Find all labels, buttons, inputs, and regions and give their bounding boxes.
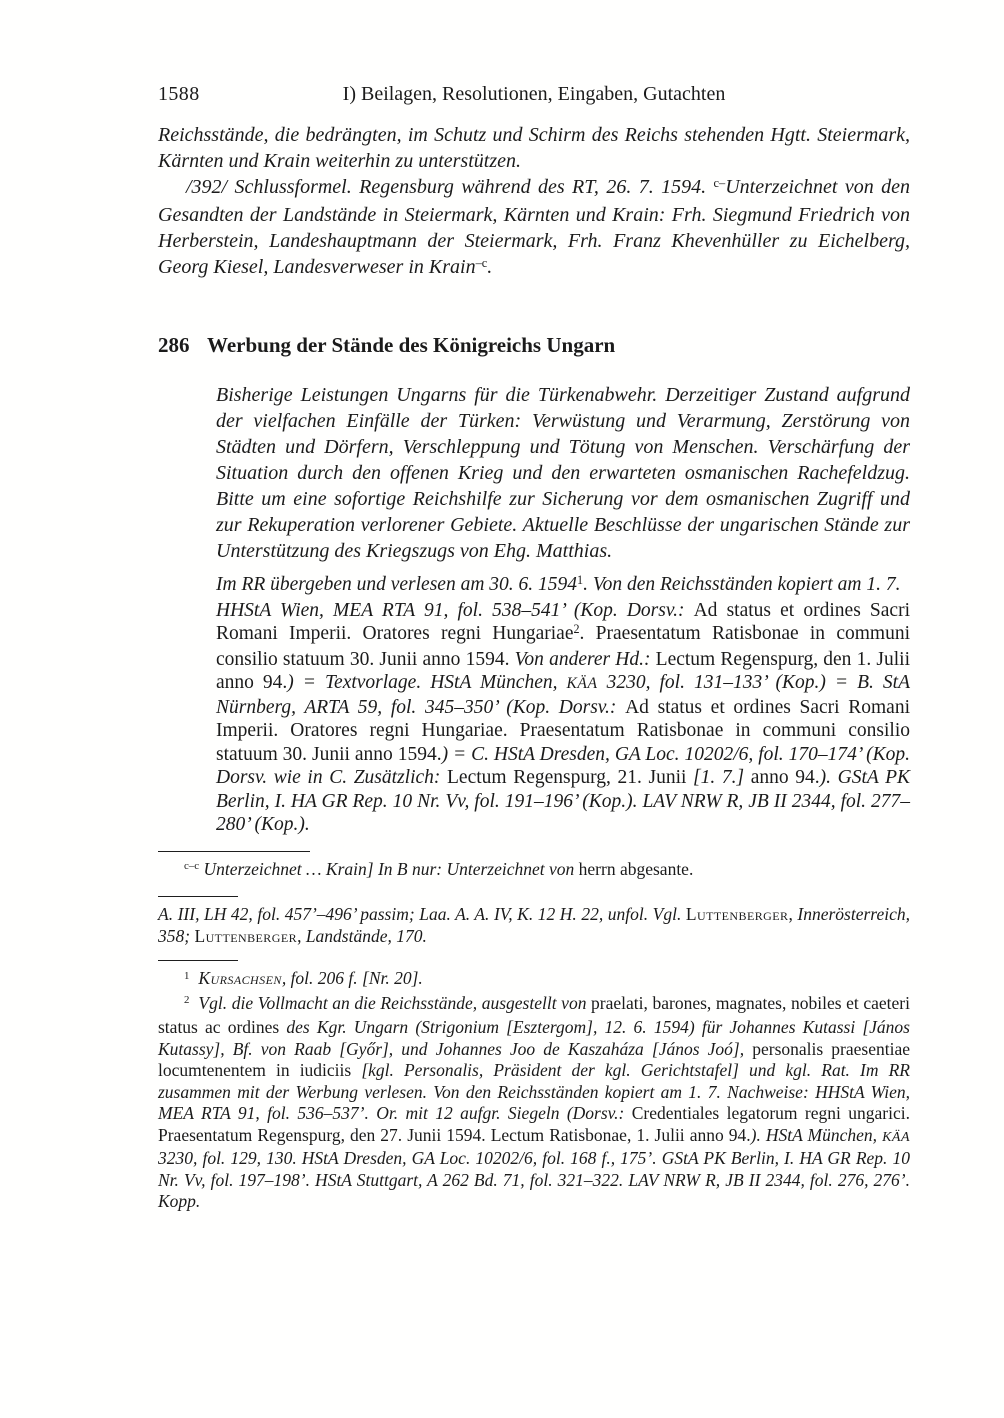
text-run: 2 xyxy=(573,622,580,637)
text-run: . Praesentatum Ratisbonae in communi consilio statuum 30. Junii anno 1594. xyxy=(216,623,910,670)
entry-heading xyxy=(158,332,910,358)
text-run: Reichsstände, die bedrängten, im Schutz und Schirm des Reichs stehenden Hgtt. Steiermark, Kärnten und Krain weiterhin zu unterstützen. xyxy=(158,124,910,172)
text-run: 3230, fol. 131–133’ (Kop.) = B. StA Nürnberg, ARTA 59, fol. 345–350’ (Kop. Dorsv.: xyxy=(216,672,910,718)
text-run: Im RR übergeben und verlesen am 30. 6. 1594 xyxy=(216,574,578,595)
literature-note xyxy=(158,904,910,947)
presentation-note xyxy=(216,573,910,599)
text-run: c– xyxy=(713,176,726,191)
text-run: Lectum Regenspurg, 21. Junii xyxy=(447,767,694,788)
text-run: Ad status et ordines Sacri Romani Imperii. Oratores regni Hungariae xyxy=(216,599,910,644)
previous-entry-continuation xyxy=(158,122,910,282)
variant-note-c xyxy=(158,859,910,884)
text-run: HHStA Wien, MEA RTA 91, fol. 538–541’ (Kop. Dorsv.: xyxy=(216,599,694,621)
text-run: Kursachsen xyxy=(198,968,282,988)
text-run: ). GStA PK Berlin, I. HA GR Rep. 10 Nr. Vv, fol. 191–196’ (Kop.). LAV NRW R, JB II 2344, fol. 277–280’ (Kop.). xyxy=(216,767,910,835)
text-run: . Von den Reichsständen kopiert am 1. 7. xyxy=(583,574,901,595)
footnote-marker: 2 xyxy=(184,994,190,1007)
text-run: Ad status et ordines Sacri Romani Imperii. Oratores regni Hungariae. Praesentatum Ratisbonae in communi consilio statuum 30. Junii anno 1594. xyxy=(216,696,911,765)
text-run: ) = Textvorlage. HStA München, xyxy=(287,672,567,693)
text-run: Landstände, 170. xyxy=(305,925,427,946)
text-run: , fol. 206 f. [Nr. 20]. xyxy=(281,968,423,988)
text-run: ) = C. HStA Dresden, GA Loc. 10202/6, fol. 170–174’ (Kop. Dorsv. wie in C. Zusätzlich: xyxy=(216,743,910,788)
text-run: ). HStA München, xyxy=(750,1124,883,1145)
text-run: [1. 7.] xyxy=(693,767,745,788)
text-run: c–c xyxy=(184,860,200,873)
text-run: , xyxy=(788,904,798,924)
running-head: I) Beilagen, Resolutionen, Eingaben, Gutachten xyxy=(342,83,726,105)
page-number: 1588 xyxy=(158,83,200,105)
entry-286 xyxy=(158,332,910,837)
text-run: Von anderer Hd.: xyxy=(514,648,656,670)
text-run: , xyxy=(297,925,306,946)
text-run: [kgl. Personalis, Präsident der kgl. Gerichtstafel] und kgl. Rat. Im RR zusammen mit der Werbung verlesen. Von den Reichsständen kopiert am 1. 7. Nachweise: HHStA Wien, MEA RTA 91, fol. 536–537’. Or. mit 12 aufgr. Siegeln (Dorsv.: xyxy=(158,1060,910,1123)
text-run: praelati, barones, magnates, nobiles et caeteri status ac ordines xyxy=(158,992,910,1037)
text-run: Luttenberger xyxy=(685,904,789,924)
footnote-marker: 1 xyxy=(184,969,190,982)
text-run: /392/ Schlussformel. Regensburg während des RT, 26. 7. 1594. xyxy=(186,176,714,198)
text-run: Luttenberger xyxy=(194,925,298,946)
text-run: Innerösterreich, 358; xyxy=(158,904,910,946)
numbered-footnotes-separator xyxy=(158,960,238,961)
paragraph-closing-formula xyxy=(158,174,910,282)
text-run: Unterzeichnet … Krain] In B nur: Unterzeichnet von xyxy=(199,858,575,879)
text-run: A. III, LH 42, fol. 457’–496’ passim; Laa. A. A. IV, K. 12 H. 22, unfol. Vgl. xyxy=(158,904,686,924)
text-run: Bisherige Leistungen Ungarns für die Türkenabwehr. Derzeitiger Zustand aufgrund der vielfachen Einfälle der Türken: Verwüstung und Verarmung, Zerstörung von Städten und Dörfern, Verschleppung und Tötung von Menschen. Verschärfung der Situation durch den offenen Krieg und den erwarteten osmanischen Rachefeldzug. Bitte um eine sofortige Reichshilfe zur Sicherung vor dem osmanischen Zugriff und zur Rekuperation verlorener Gebiete. Aktuelle Beschlüsse der ungarischen Stände zur Unterstützung des Kriegszugs von Ehg. Matthias. xyxy=(216,384,910,562)
entry-number: 286 xyxy=(158,333,190,357)
text-run: –c xyxy=(475,256,488,271)
footnote-area xyxy=(158,851,910,1213)
numbered-footnotes xyxy=(158,968,910,1213)
text-run: . xyxy=(487,256,493,278)
text-run: des Kgr. Ungarn (Strigonium [Esztergom], 12. 6. 1594) für Johannes Kutassi [János Kutassy], Bf. von Raab [Győr], und Johannes Joo de Kaszaháza [János Joó], xyxy=(158,1017,910,1059)
text-run: personalis praesentiae locumtenentem in iudiciis xyxy=(158,1038,910,1080)
text-run: KÄA xyxy=(566,675,598,692)
source-description xyxy=(216,599,910,837)
literature-separator xyxy=(158,896,238,897)
footnote-1 xyxy=(158,968,910,993)
text-run: Vgl. die Vollmacht an die Reichsstände, ausgestellt von xyxy=(198,992,592,1013)
text-run: KÄA xyxy=(882,1129,910,1145)
text-run: Lectum Regenspurg, den 1. Julii anno 94. xyxy=(216,648,910,693)
text-run: 3230, fol. 129, 130. HStA Dresden, GA Loc. 10202/6, fol. 168 f., 175’. GStA PK Berlin, I. HA GR Rep. 10 Nr. Vv, fol. 197–198’. HStA Stuttgart, A 262 Bd. 71, fol. 321–322. LAV NRW R, JB II 2344, fol. 276, 276’. Kopp. xyxy=(158,1148,910,1211)
text-run: 1 xyxy=(577,573,584,588)
entry-title: Werbung der Stände des Königreichs Ungarn xyxy=(207,333,616,357)
text-run: anno 94. xyxy=(744,767,820,788)
page-header xyxy=(158,82,910,106)
text-run: herrn abgesante. xyxy=(574,858,694,879)
text-run: Credentiales legatorum regni ungarici. Praesentatum Regenspurg, den 27. Junii 1594. Lectum Ratisbonae, 1. Julii anno 94. xyxy=(158,1103,910,1145)
paragraph-summary-continuation xyxy=(158,122,910,174)
entry-summary xyxy=(216,382,910,564)
variant-apparatus-separator xyxy=(158,851,310,852)
text-run: Unterzeichnet von den Gesandten der Landstände in Steiermark, Kärnten und Krain: Frh. Siegmund Friedrich von Herberstein, Landeshauptmann der Steiermark, Frh. Franz Khevenhüller zu Eichelberg, Georg Kiesel, Landesverweser in Krain xyxy=(158,176,910,278)
footnote-2 xyxy=(158,993,910,1213)
